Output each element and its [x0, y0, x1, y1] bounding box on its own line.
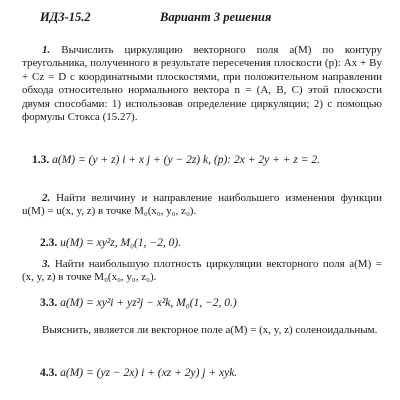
subtask-text: u(M) = xy²z, M₀(1, −2, 0). [60, 237, 182, 249]
task-text: Найти наибольшую плотность циркуляции векторного поля a(M) = (x, y, z) в точке M₀(x₀, y₀, z₀). [22, 258, 383, 284]
task-1 [22, 44, 382, 124]
subtask-number: 1.3. [32, 154, 50, 166]
subtask-2-3 [40, 236, 380, 250]
subtask-text: a(M) = xy²i + yz²j − x²k, M₀(1, −2, 0.) [60, 297, 237, 309]
task-number: 1. [42, 44, 51, 56]
task-text: Выяснить, является ли векторное поле a(M) = (x, y, z) соленоидальным. [42, 324, 378, 336]
task-number: 2. [42, 192, 51, 204]
subtask-4-3 [40, 366, 380, 380]
task-text: Найти величину и направление наибольшего изменения функции u(M) = u(x, y, z) в точке M₀(x₀, y₀, z₀). [22, 192, 382, 218]
task-4 [22, 324, 382, 337]
subtask-3-3 [40, 296, 380, 310]
task-text: Вычислить циркуляцию векторного поля a(M) по контуру треугольника, полученного в результате пересечения плоскости (p): Ax + By + Cz = D с координатными плоскостями, при положительном направлении обхода относительно нормального вектора n = (A, B, C) этой плоскости двумя способами: 1) использовав определение циркуляции; 2) с помощью формулы Стокса (15.27). [22, 44, 383, 124]
task-2 [22, 192, 382, 219]
variant-title: Вариант 3 решения [160, 10, 272, 24]
task-number: 3. [42, 258, 51, 270]
subtask-number: 2.3. [40, 237, 58, 249]
subtask-text: a(M) = (y + z) i + x j + (y − 2z) k, (p): 2x + 2y + + z = 2. [52, 154, 320, 166]
task-3 [22, 258, 382, 285]
subtask-1-3 [32, 153, 382, 167]
subtask-text: a(M) = (yz − 2x) i + (xz + 2y) j + xyk. [60, 367, 238, 379]
subtask-number: 4.3. [40, 367, 58, 379]
assignment-code: ИДЗ-15.2 [40, 10, 91, 24]
subtask-number: 3.3. [40, 297, 58, 309]
